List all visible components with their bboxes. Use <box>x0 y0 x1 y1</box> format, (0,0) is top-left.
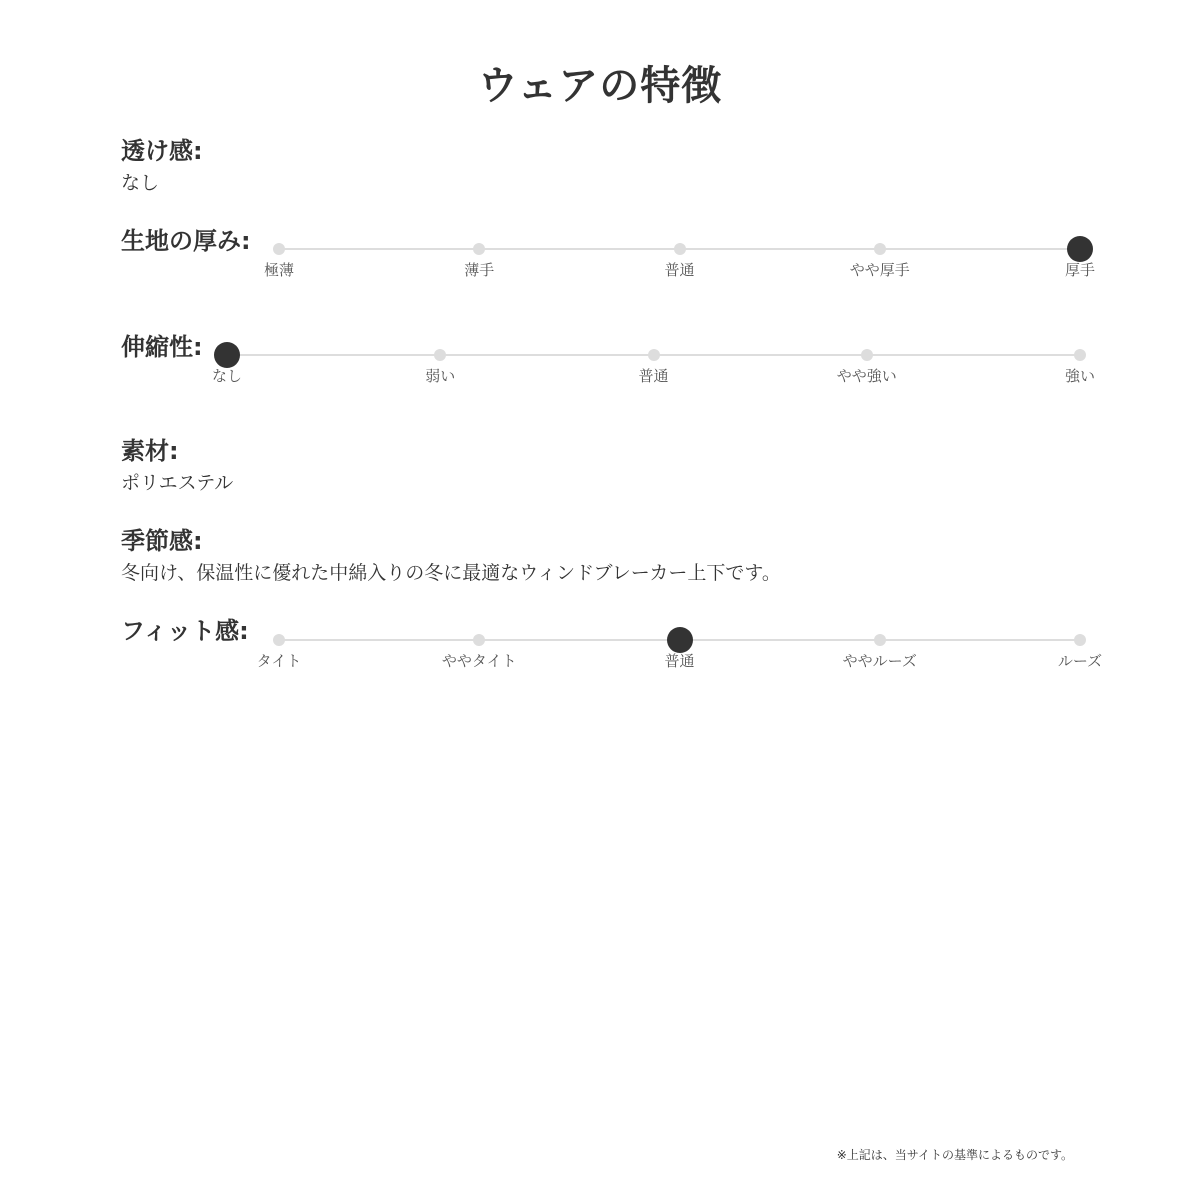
material-value: ポリエステル <box>121 472 234 494</box>
stretch-label: 伸縮性: <box>121 333 203 361</box>
thickness-scale-option-label: 普通 <box>664 261 695 279</box>
stretch-scale-dot <box>861 349 873 361</box>
thickness-scale-dot <box>273 243 285 255</box>
thickness-scale-option-label: 極薄 <box>263 261 295 279</box>
stretch-scale-option-label: 弱い <box>425 367 456 385</box>
stretch-scale-option-label: なし <box>211 367 243 385</box>
fit-scale-option-label: ややルーズ <box>842 652 917 670</box>
stretch-scale-option-label: 普通 <box>638 367 669 385</box>
season-value: 冬向け、保温性に優れた中綿入りの冬に最適なウィンドブレーカー上下です。 <box>121 562 781 584</box>
thickness-scale-option-label: 厚手 <box>1064 261 1096 279</box>
stretch-scale-option-label: 強い <box>1064 367 1096 385</box>
thickness-scale-option-label: やや厚手 <box>849 261 910 279</box>
fit-scale <box>0 639 1200 679</box>
stretch-scale-dot <box>434 349 446 361</box>
fit-scale-option-label: タイト <box>256 652 302 670</box>
stretch-scale-option-label: やや強い <box>836 367 897 385</box>
thickness-scale-dot <box>674 243 686 255</box>
material-label: 素材: <box>121 437 179 465</box>
transparency-label: 透け感: <box>121 137 203 165</box>
stretch-scale <box>0 354 1200 394</box>
transparency-value: なし <box>121 172 160 194</box>
fit-label: フィット感: <box>121 617 249 645</box>
thickness-scale-option-label: 薄手 <box>464 261 495 279</box>
thickness-scale-dot <box>473 243 485 255</box>
thickness-label: 生地の厚み: <box>121 227 251 255</box>
stretch-scale-dot <box>648 349 660 361</box>
thickness-scale-dot-selected <box>1067 236 1093 262</box>
fit-scale-option-label: ルーズ <box>1057 652 1103 670</box>
fit-scale-dot <box>874 634 886 646</box>
fit-scale-dot-selected <box>667 627 693 653</box>
footnote: ※上記は、当サイトの基準によるものです。 <box>836 1148 1073 1162</box>
season-label: 季節感: <box>121 527 203 555</box>
stretch-scale-dot-selected <box>214 342 240 368</box>
thickness-scale <box>0 248 1200 288</box>
thickness-scale-dot <box>874 243 886 255</box>
fit-scale-option-label: ややタイト <box>441 652 517 670</box>
fit-scale-dot <box>473 634 485 646</box>
fit-scale-dot <box>1074 634 1086 646</box>
fit-scale-dot <box>273 634 285 646</box>
stretch-scale-dot <box>1074 349 1086 361</box>
page-title: ウェアの特徴 <box>477 63 723 109</box>
fit-scale-option-label: 普通 <box>664 652 695 670</box>
